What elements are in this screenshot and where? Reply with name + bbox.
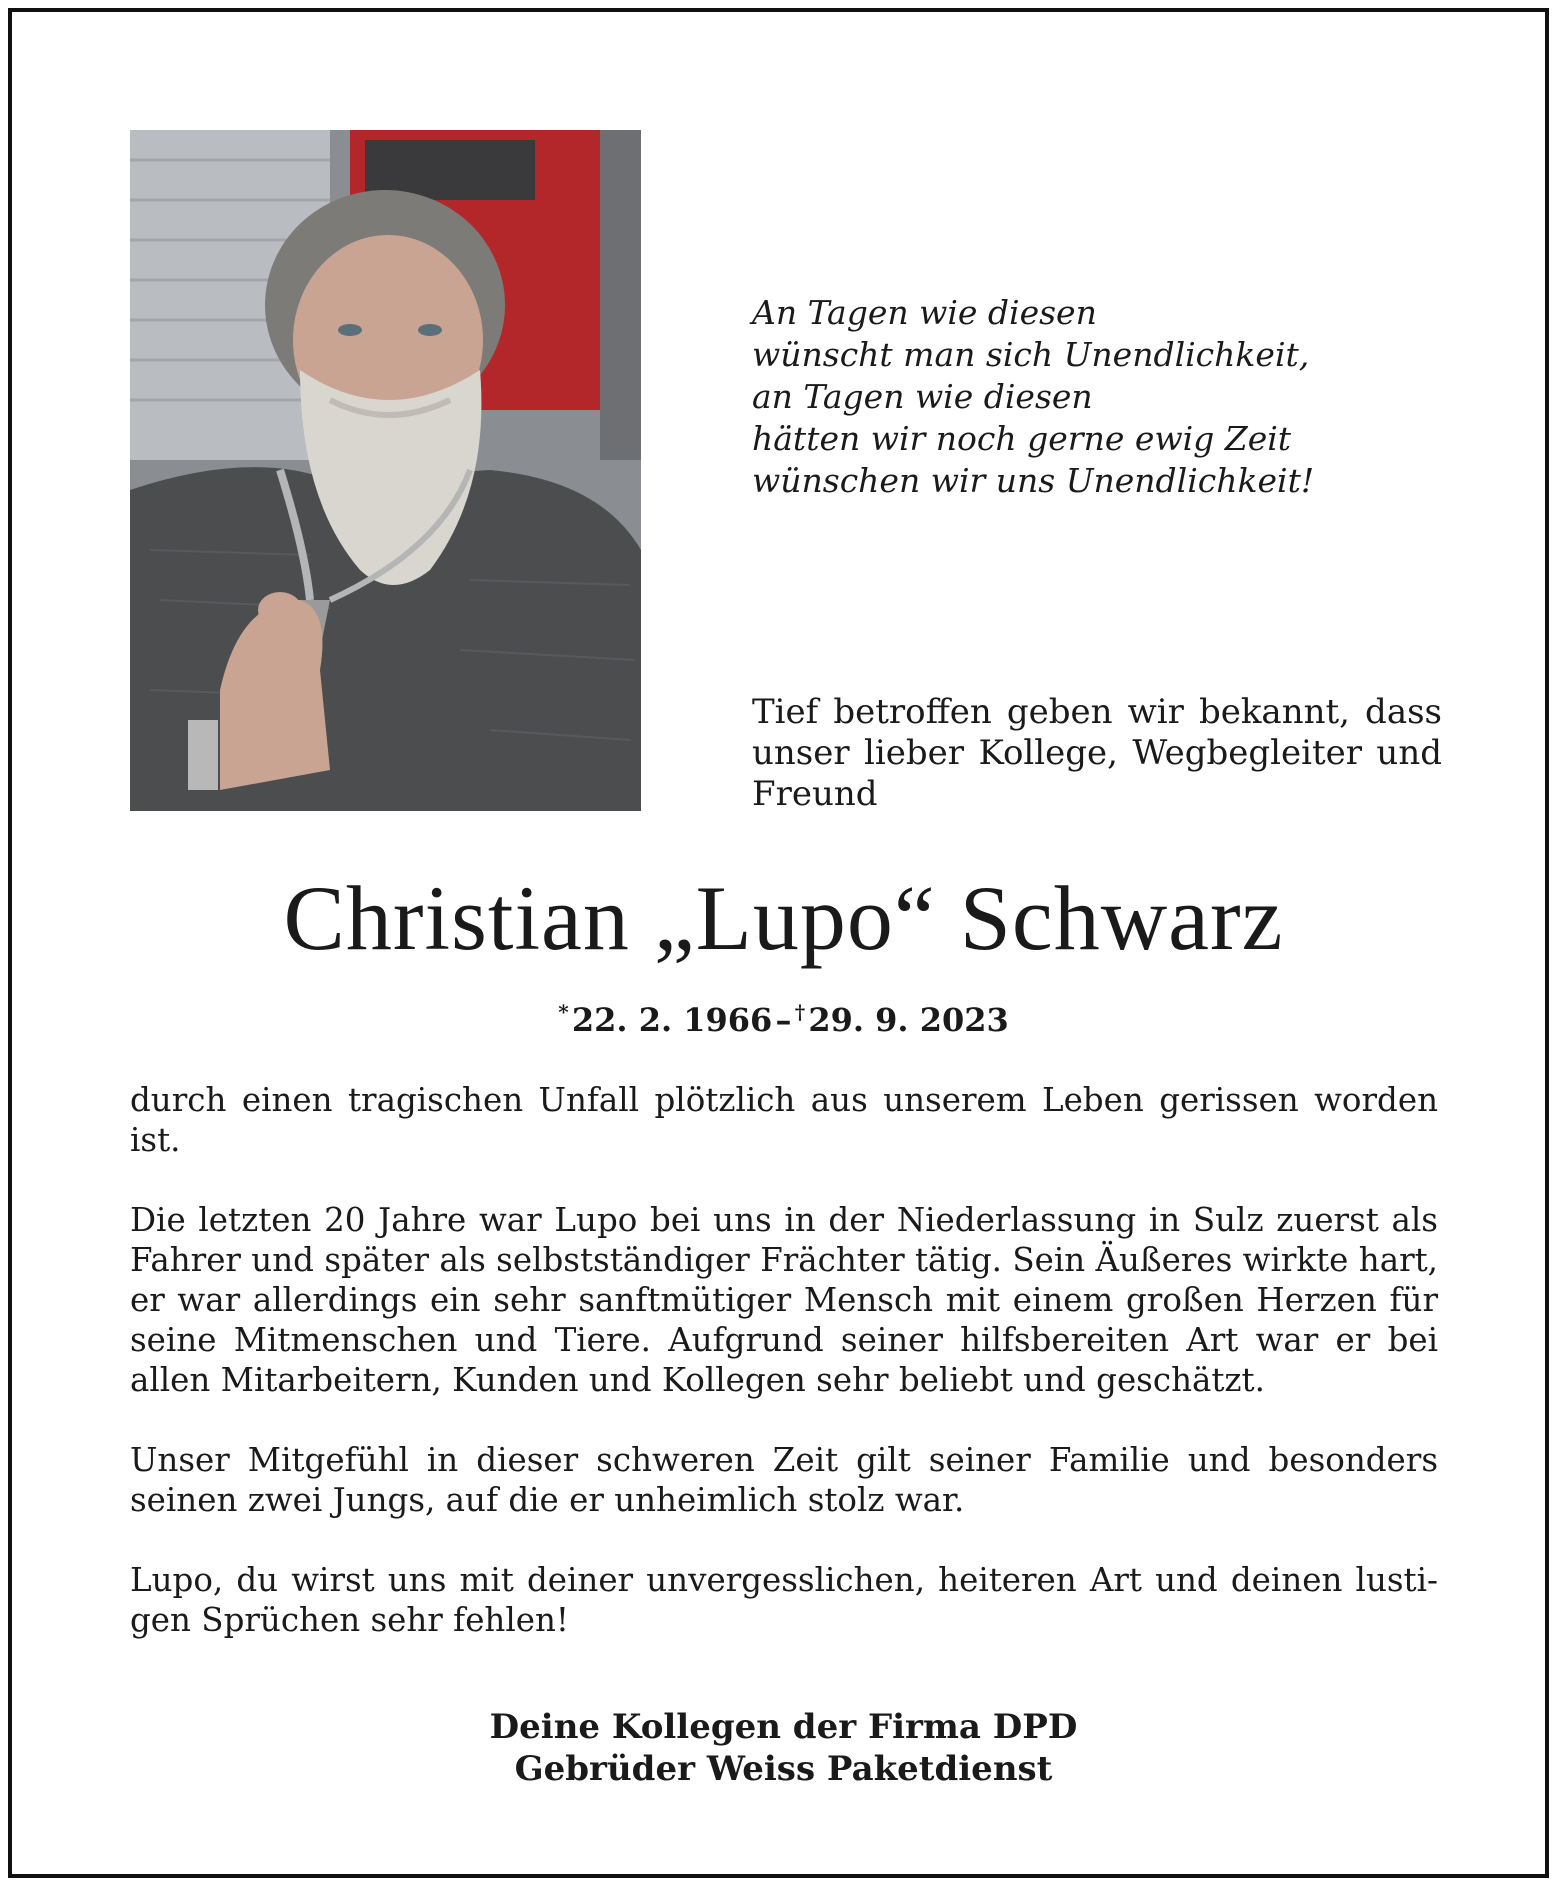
portrait-illustration: [130, 130, 641, 811]
date-separator: –: [775, 1001, 792, 1039]
memorial-poem: [752, 292, 1452, 502]
announcement-intro: Tief betroffen geben wir bekannt, dass unser lieber Kollege, Wegbegleiter und Freund: [752, 692, 1442, 814]
signature-line: Deine Kollegen der Firma DPD: [489, 1707, 1078, 1747]
death-date: 29. 9. 2023: [808, 1001, 1009, 1039]
signature-line: Gebrüder Weiss Paketdienst: [514, 1749, 1053, 1789]
life-dates: [0, 992, 1567, 1040]
poem-line: An Tagen wie diesen: [752, 293, 1097, 332]
poem-line: an Tagen wie diesen: [752, 377, 1093, 416]
poem-line: hätten wir noch gerne ewig Zeit: [752, 419, 1292, 458]
poem-line: wünschen wir uns Unendlichkeit!: [752, 461, 1315, 500]
portrait-photo: [130, 130, 641, 811]
poem-line: wünscht man sich Unendlichkeit,: [752, 335, 1310, 374]
body-paragraph: Unser Mitgefühl in dieser schweren Zeit gilt seiner Familie und besonders seinen zwei Jungs, auf die er unheimlich stolz war.: [130, 1441, 1438, 1519]
body-paragraph: Lupo, du wirst uns mit deiner unvergesslichen, heiteren Art und deinen lustigen Sprüchen sehr fehlen!: [130, 1561, 1438, 1639]
deceased-name: Christian „Lupo“ Schwarz: [283, 867, 1284, 969]
body-paragraph: durch einen tragischen Unfall plötzlich aus unserem Leben gerissen worden ist.: [130, 1081, 1438, 1159]
signature-block: [0, 1706, 1567, 1790]
birth-symbol: *: [558, 1000, 569, 1024]
birth-date: 22. 2. 1966: [571, 1001, 773, 1039]
death-symbol: †: [794, 1000, 806, 1024]
obituary-body: [130, 1080, 1438, 1680]
body-paragraph: Die letzten 20 Jahre war Lupo bei uns in der Niederlassung in Sulz zuerst als Fahrer und später als selbstständiger Frächter tätig. Sein Äußeres wirkte hart, er war allerdings ein sehr sanftmütiger Mensch mit einem großen Herzen für seine Mitmenschen und Tiere. Aufgrund seiner hilfsbereiten Art war er bei allen Mitarbeitern, Kunden und Kollegen sehr beliebt und geschätzt.: [130, 1201, 1438, 1399]
